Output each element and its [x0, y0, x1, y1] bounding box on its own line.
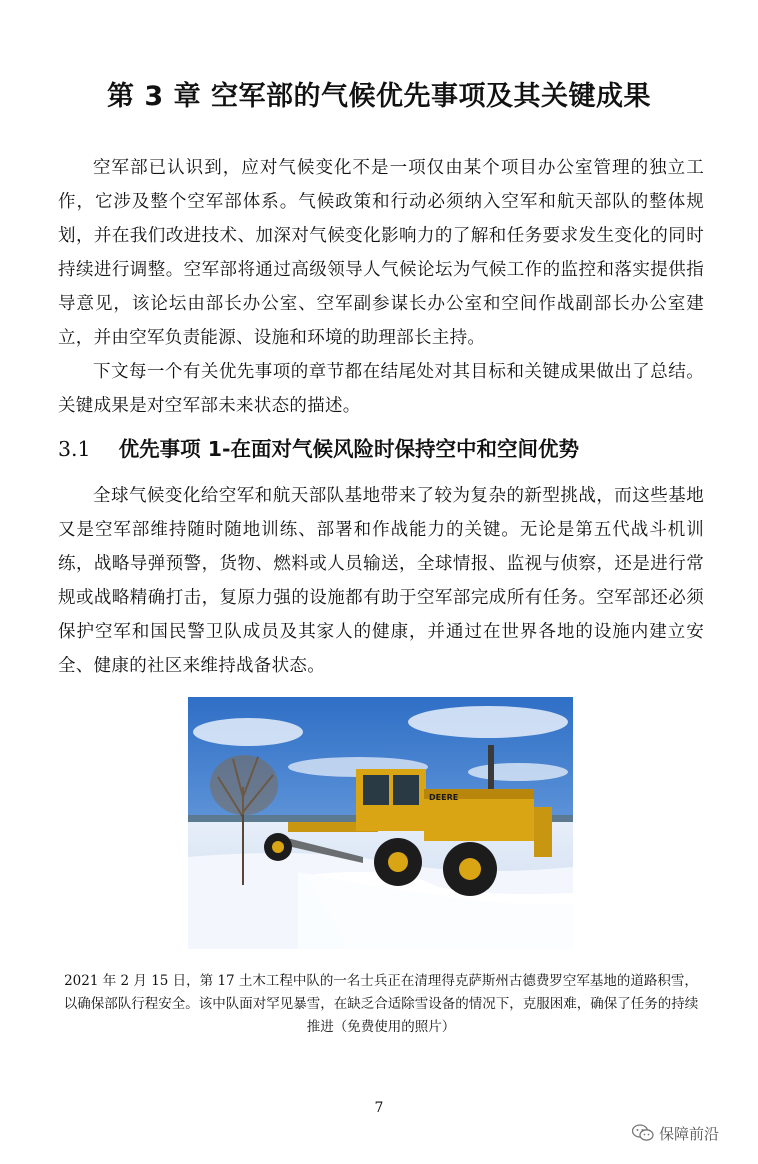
section-heading [58, 432, 718, 462]
section-paragraph-1: 全球气候变化给空军和航天部队基地带来了较为复杂的新型挑战，而这些基地又是空军部维持随时随地训练、部署和作战能力的关键。无论是第五代战斗机训练，战略导弹预警，货物、燃料或人员输送，全球情报、监视与侦察，还是进行常规或战略精确打击，复原力强的设施都有助于空军部完成所有任务。空军部还必须保护空军和国民警卫队成员及其家人的健康，并通过在世界各地的设施内建立安全、健康的社区来维持战备状态。 [58, 486, 704, 676]
deere-label: DEERE [429, 793, 459, 802]
chapter-title: 第 3 章 空军部的气候优先事项及其关键成果 [107, 81, 651, 112]
intro-paragraph-1: 空军部已认识到，应对气候变化不是一项仅由某个项目办公室管理的独立工作，它涉及整个空军部体系。气候政策和行动必须纳入空军和航天部队的整体规划，并在我们改进技术、加深对气候变化影响力的了解和任务要求发生变化的同时持续进行调整。空军部将通过高级领导人气候论坛为气候工作的监控和落实提供指导意见，该论坛由部长办公室、空军副参谋长办公室和空间作战副部长办公室建立，并由空军负责能源、设施和环境的助理部长主持。 [58, 158, 704, 348]
figure-caption: 2021 年 2 月 15 日，第 17 土木工程中队的一名士兵正在清理得克萨斯州古德费罗空军基地的道路积雪，以确保部队行程安全。该中队面对罕见暴雪，在缺乏合适除雪设备的情况下，克服困难，确保了任务的持续推进（免费使用的照片） [63, 973, 699, 1035]
wechat-icon [632, 1124, 654, 1142]
page-number: 7 [374, 1100, 384, 1116]
watermark [632, 1121, 719, 1145]
intro-paragraph-2: 下文每一个有关优先事项的章节都在结尾处对其目标和关键成果做出了总结。关键成果是对空军部未来状态的描述。 [58, 362, 704, 416]
section-number: 3.1 [58, 437, 91, 461]
watermark-text: 保障前沿 [659, 1124, 720, 1143]
section-title: 优先事项 1-在面对气候风险时保持空中和空间优势 [118, 437, 580, 461]
snow-grader-photo [188, 697, 573, 949]
